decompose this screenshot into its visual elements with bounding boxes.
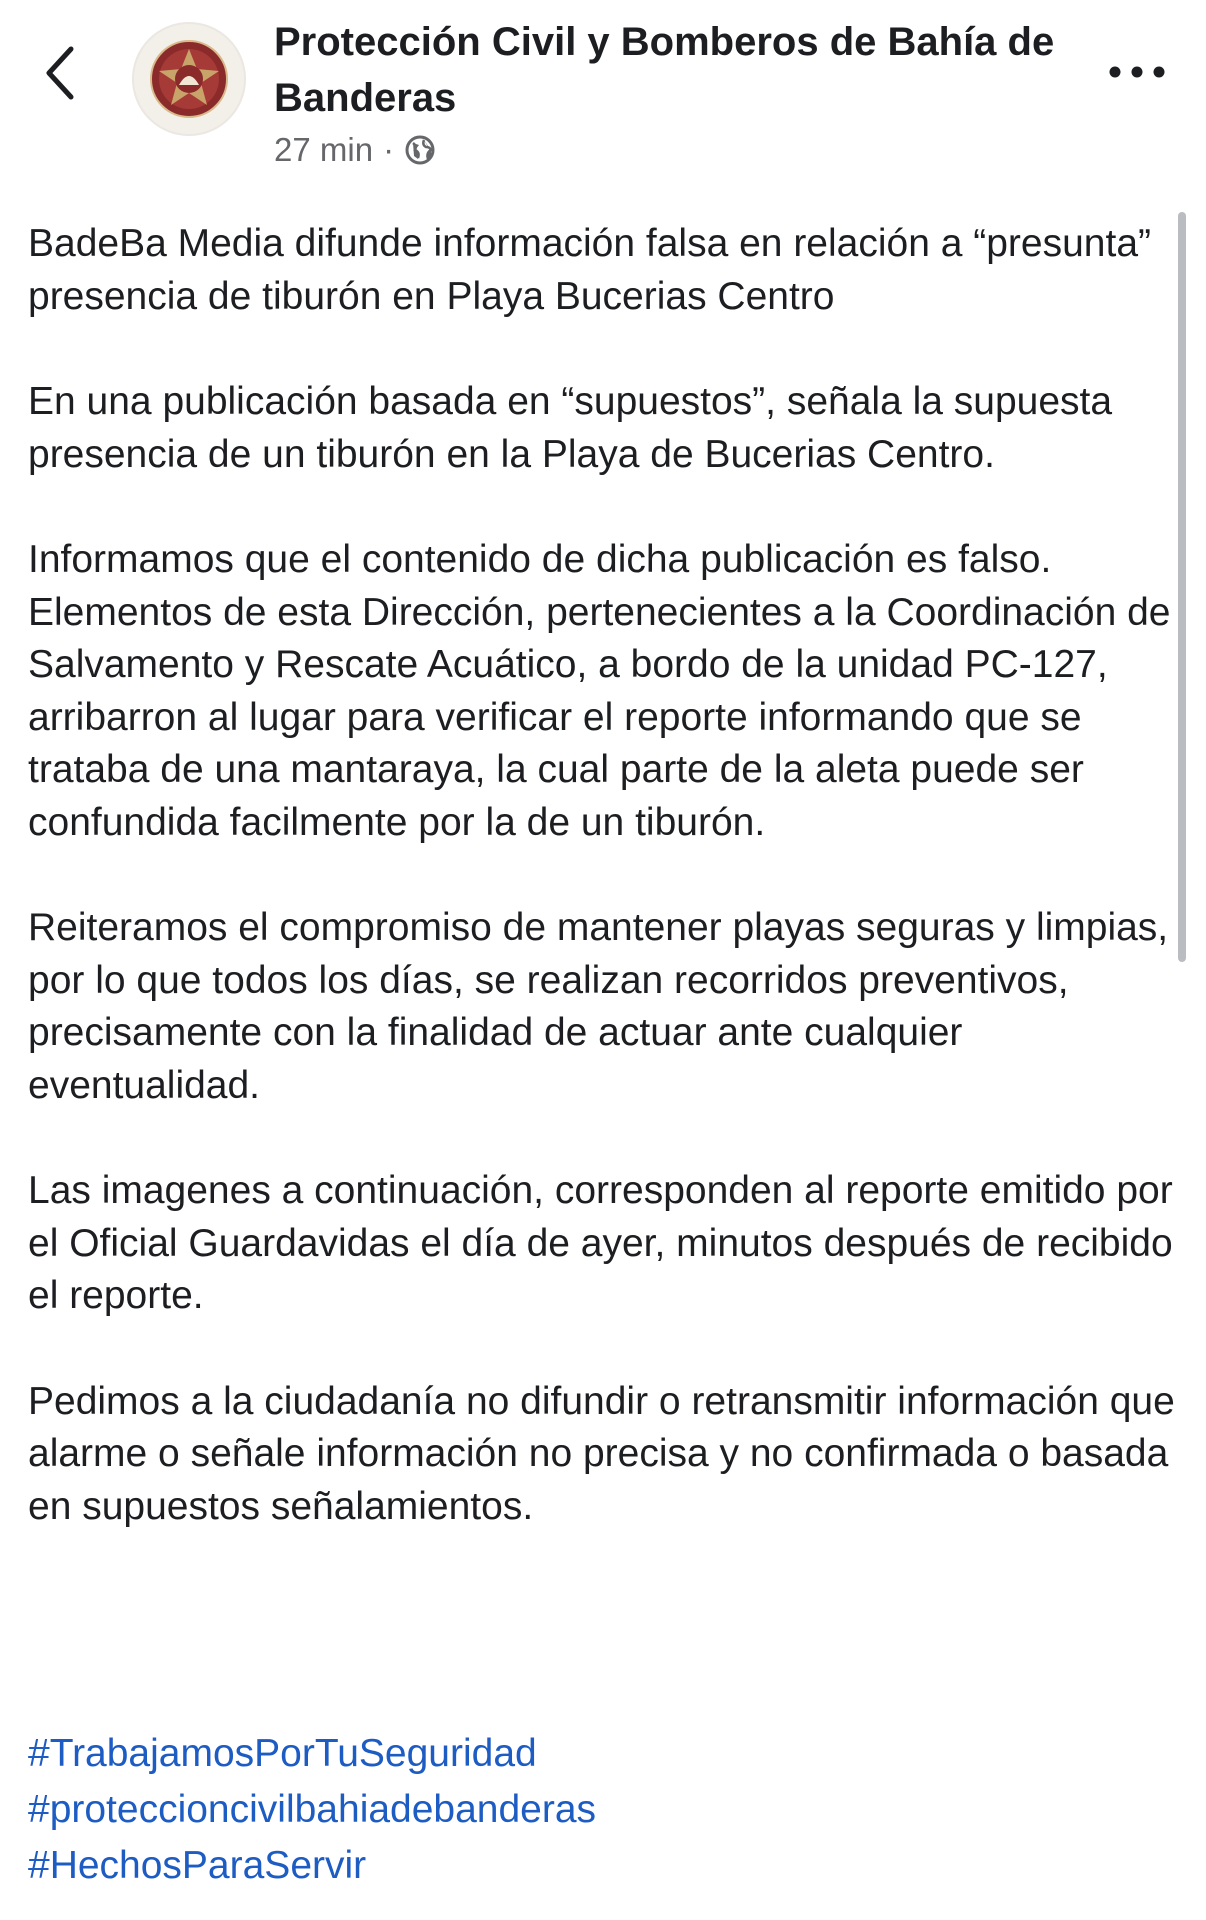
back-button[interactable] xyxy=(30,36,90,110)
hashtag-link[interactable]: #HechosParaServir xyxy=(28,1844,367,1887)
hashtag-link[interactable]: #proteccioncivilbahiadebanderas xyxy=(28,1788,597,1831)
post-header xyxy=(0,0,1206,200)
post-text xyxy=(28,218,1178,1586)
hashtag-link[interactable]: #TrabajamosPorTuSeguridad xyxy=(28,1732,537,1775)
post-paragraph: Reiteramos el compromiso de mantener playas seguras y limpias, por lo que todos los días, se realizan recorridos preventivos, precisamente con la finalidad de actuar ante cualquier eventualidad. xyxy=(28,906,1169,1107)
hashtag-list xyxy=(28,1726,1178,1894)
page-name[interactable]: Protección Civil y Bomberos de Bahía de Banderas xyxy=(274,20,1055,120)
post-paragraph: Pedimos a la ciudadanía no difundir o retransmitir información que alarme o señale información no precisa y no confirmada o basada en supuestos señalamientos. xyxy=(28,1379,1175,1528)
meta-separator: · xyxy=(383,131,395,168)
post-meta xyxy=(274,128,436,172)
post-time[interactable]: 27 min xyxy=(274,131,374,168)
scrollbar[interactable] xyxy=(1178,212,1186,962)
avatar[interactable] xyxy=(132,22,246,136)
more-options-button[interactable] xyxy=(1102,52,1172,92)
fire-department-badge-icon xyxy=(147,37,231,121)
post-paragraph: Las imagenes a continuación, corresponden al reporte emitido por el Oficial Guardavidas el día de ayer, minutos después de recibido el reporte. xyxy=(28,1169,1173,1317)
post-paragraph: BadeBa Media difunde información falsa en relación a “presunta” presencia de tiburón en Playa Bucerias Centro xyxy=(28,222,1152,318)
more-horizontal-icon xyxy=(1109,66,1165,78)
post-paragraph: Informamos que el contenido de dicha publicación es falso. Elementos de esta Dirección, pertenecientes a la Coordinación de Salvamento y Rescate Acuático, a bordo de la unidad PC-127, arribarron al lugar para verificar el reporte informando que se trataba de una mantaraya, la cual parte de la aleta puede ser confundida facilmente por la de un tiburón. xyxy=(28,538,1171,844)
post-paragraph: En una publicación basada en “supuestos”, señala la supuesta presencia de un tiburón en la Playa de Bucerias Centro. xyxy=(28,380,1113,476)
chevron-left-icon xyxy=(43,45,77,101)
globe-icon xyxy=(404,134,436,166)
